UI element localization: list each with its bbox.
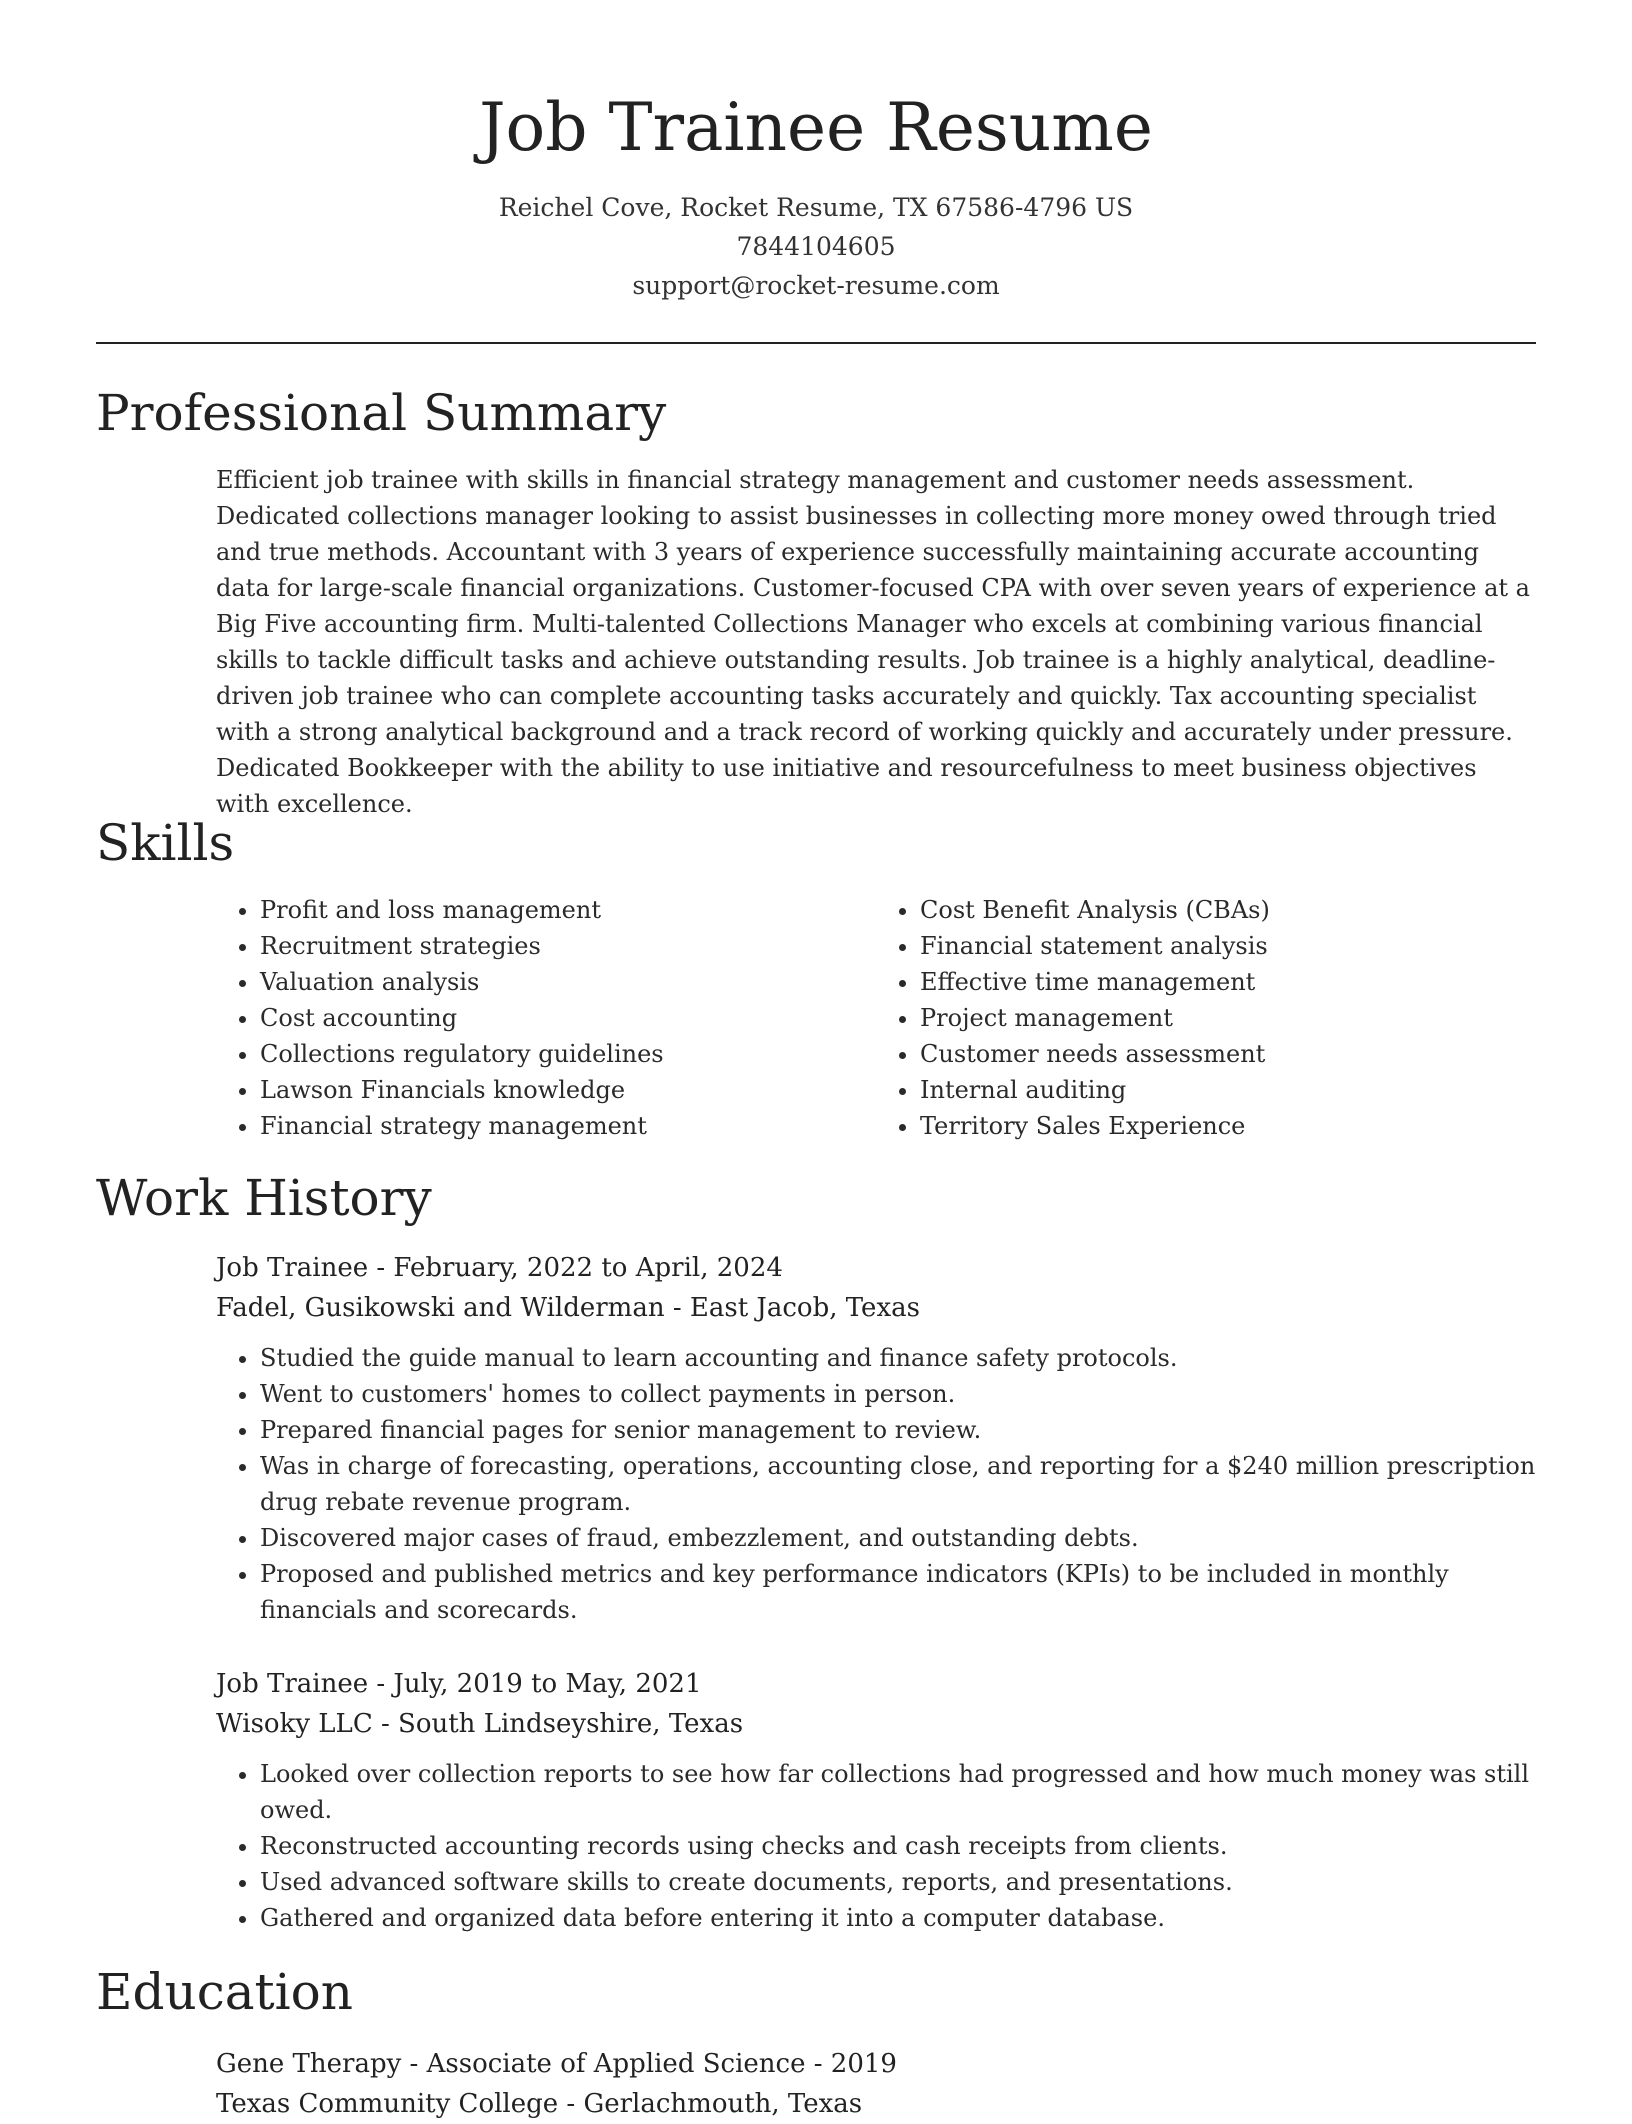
skills-heading: Skills xyxy=(96,814,235,872)
resume-header xyxy=(0,0,1632,305)
resume-title: Job Trainee Resume xyxy=(479,89,1153,166)
job-title-dates: Job Trainee - February, 2022 to April, 2024 xyxy=(216,1253,783,1283)
skills-list xyxy=(216,892,1536,1144)
list-item: • Looked over collection reports to see how far collections had progressed and how much money was still owed. xyxy=(260,1756,1536,1828)
education-entry xyxy=(216,2044,1536,2124)
skill-item: • Project management xyxy=(920,1000,1536,1036)
list-item: • Reconstructed accounting records using checks and cash receipts from clients. xyxy=(260,1828,1536,1864)
skill-item: • Recruitment strategies xyxy=(260,928,876,964)
list-item: • Prepared financial pages for senior management to review. xyxy=(260,1412,1536,1448)
list-item: • Studied the guide manual to learn accounting and finance safety protocols. xyxy=(260,1340,1536,1376)
job-company-location: Fadel, Gusikowski and Wilderman - East Jacob, Texas xyxy=(216,1293,920,1323)
work-history-heading: Work History xyxy=(96,1169,432,1227)
list-item: • Went to customers' homes to collect payments in person. xyxy=(260,1376,1536,1412)
job-entry xyxy=(216,1248,1536,1628)
skill-item: • Territory Sales Experience xyxy=(920,1108,1536,1144)
skill-item: • Financial statement analysis xyxy=(920,928,1536,964)
email: support@rocket-resume.com xyxy=(632,271,1000,300)
skill-item: • Effective time management xyxy=(920,964,1536,1000)
job-title-dates: Job Trainee - July, 2019 to May, 2021 xyxy=(216,1669,702,1699)
list-item: • Gathered and organized data before entering it into a computer database. xyxy=(260,1900,1536,1936)
list-item: • Was in charge of forecasting, operations, accounting close, and reporting for a $240 million prescription drug rebate revenue program. xyxy=(260,1448,1536,1520)
skill-item: • Financial strategy management xyxy=(260,1108,876,1144)
summary-text: Efficient job trainee with skills in financial strategy management and customer needs assessment. Dedicated collections manager looking to assist businesses in collecting more money owed through tried and true methods. Accountant with 3 years of experience successfully maintaining accurate accounting data for large-scale financial organizations. Customer-focused CPA with over seven years of experience at a Big Five accounting firm. Multi-talented Collections Manager who excels at combining various financial skills to tackle difficult tasks and achieve outstanding results. Job trainee is a highly analytical, deadline-driven job trainee who can complete accounting tasks accurately and quickly. Tax accounting specialist with a strong analytical background and a track record of working quickly and accurately under pressure. Dedicated Bookkeeper with the ability to use initiative and resourcefulness to meet business objectives with excellence. xyxy=(216,466,1530,818)
skill-item: • Profit and loss management xyxy=(260,892,876,928)
skill-item: • Internal auditing xyxy=(920,1072,1536,1108)
skill-item: • Lawson Financials knowledge xyxy=(260,1072,876,1108)
job-company-location: Wisoky LLC - South Lindseyshire, Texas xyxy=(216,1709,744,1739)
skill-item: • Customer needs assessment xyxy=(920,1036,1536,1072)
education-heading: Education xyxy=(96,1963,353,2021)
list-item: • Used advanced software skills to create documents, reports, and presentations. xyxy=(260,1864,1536,1900)
skills-column-right xyxy=(876,892,1536,1144)
phone: 7844104605 xyxy=(736,232,896,261)
skill-item: • Valuation analysis xyxy=(260,964,876,1000)
summary-heading: Professional Summary xyxy=(96,384,667,442)
job-duties-list xyxy=(216,1340,1536,1628)
job-entry xyxy=(216,1664,1536,1936)
list-item: • Proposed and published metrics and key performance indicators (KPIs) to be included in monthly financials and scorecards. xyxy=(260,1556,1536,1628)
contact-info xyxy=(0,188,1632,305)
address: Reichel Cove, Rocket Resume, TX 67586-4796 US xyxy=(498,193,1134,222)
skill-item: • Cost accounting xyxy=(260,1000,876,1036)
degree-line: Gene Therapy - Associate of Applied Science - 2019 xyxy=(216,2049,897,2079)
skills-column-left xyxy=(216,892,876,1144)
skill-item: • Collections regulatory guidelines xyxy=(260,1036,876,1072)
header-divider xyxy=(96,342,1536,344)
skill-item: • Cost Benefit Analysis (CBAs) xyxy=(920,892,1536,928)
list-item: • Discovered major cases of fraud, embezzlement, and outstanding debts. xyxy=(260,1520,1536,1556)
job-duties-list xyxy=(216,1756,1536,1936)
school-line: Texas Community College - Gerlachmouth, Texas xyxy=(216,2089,863,2119)
